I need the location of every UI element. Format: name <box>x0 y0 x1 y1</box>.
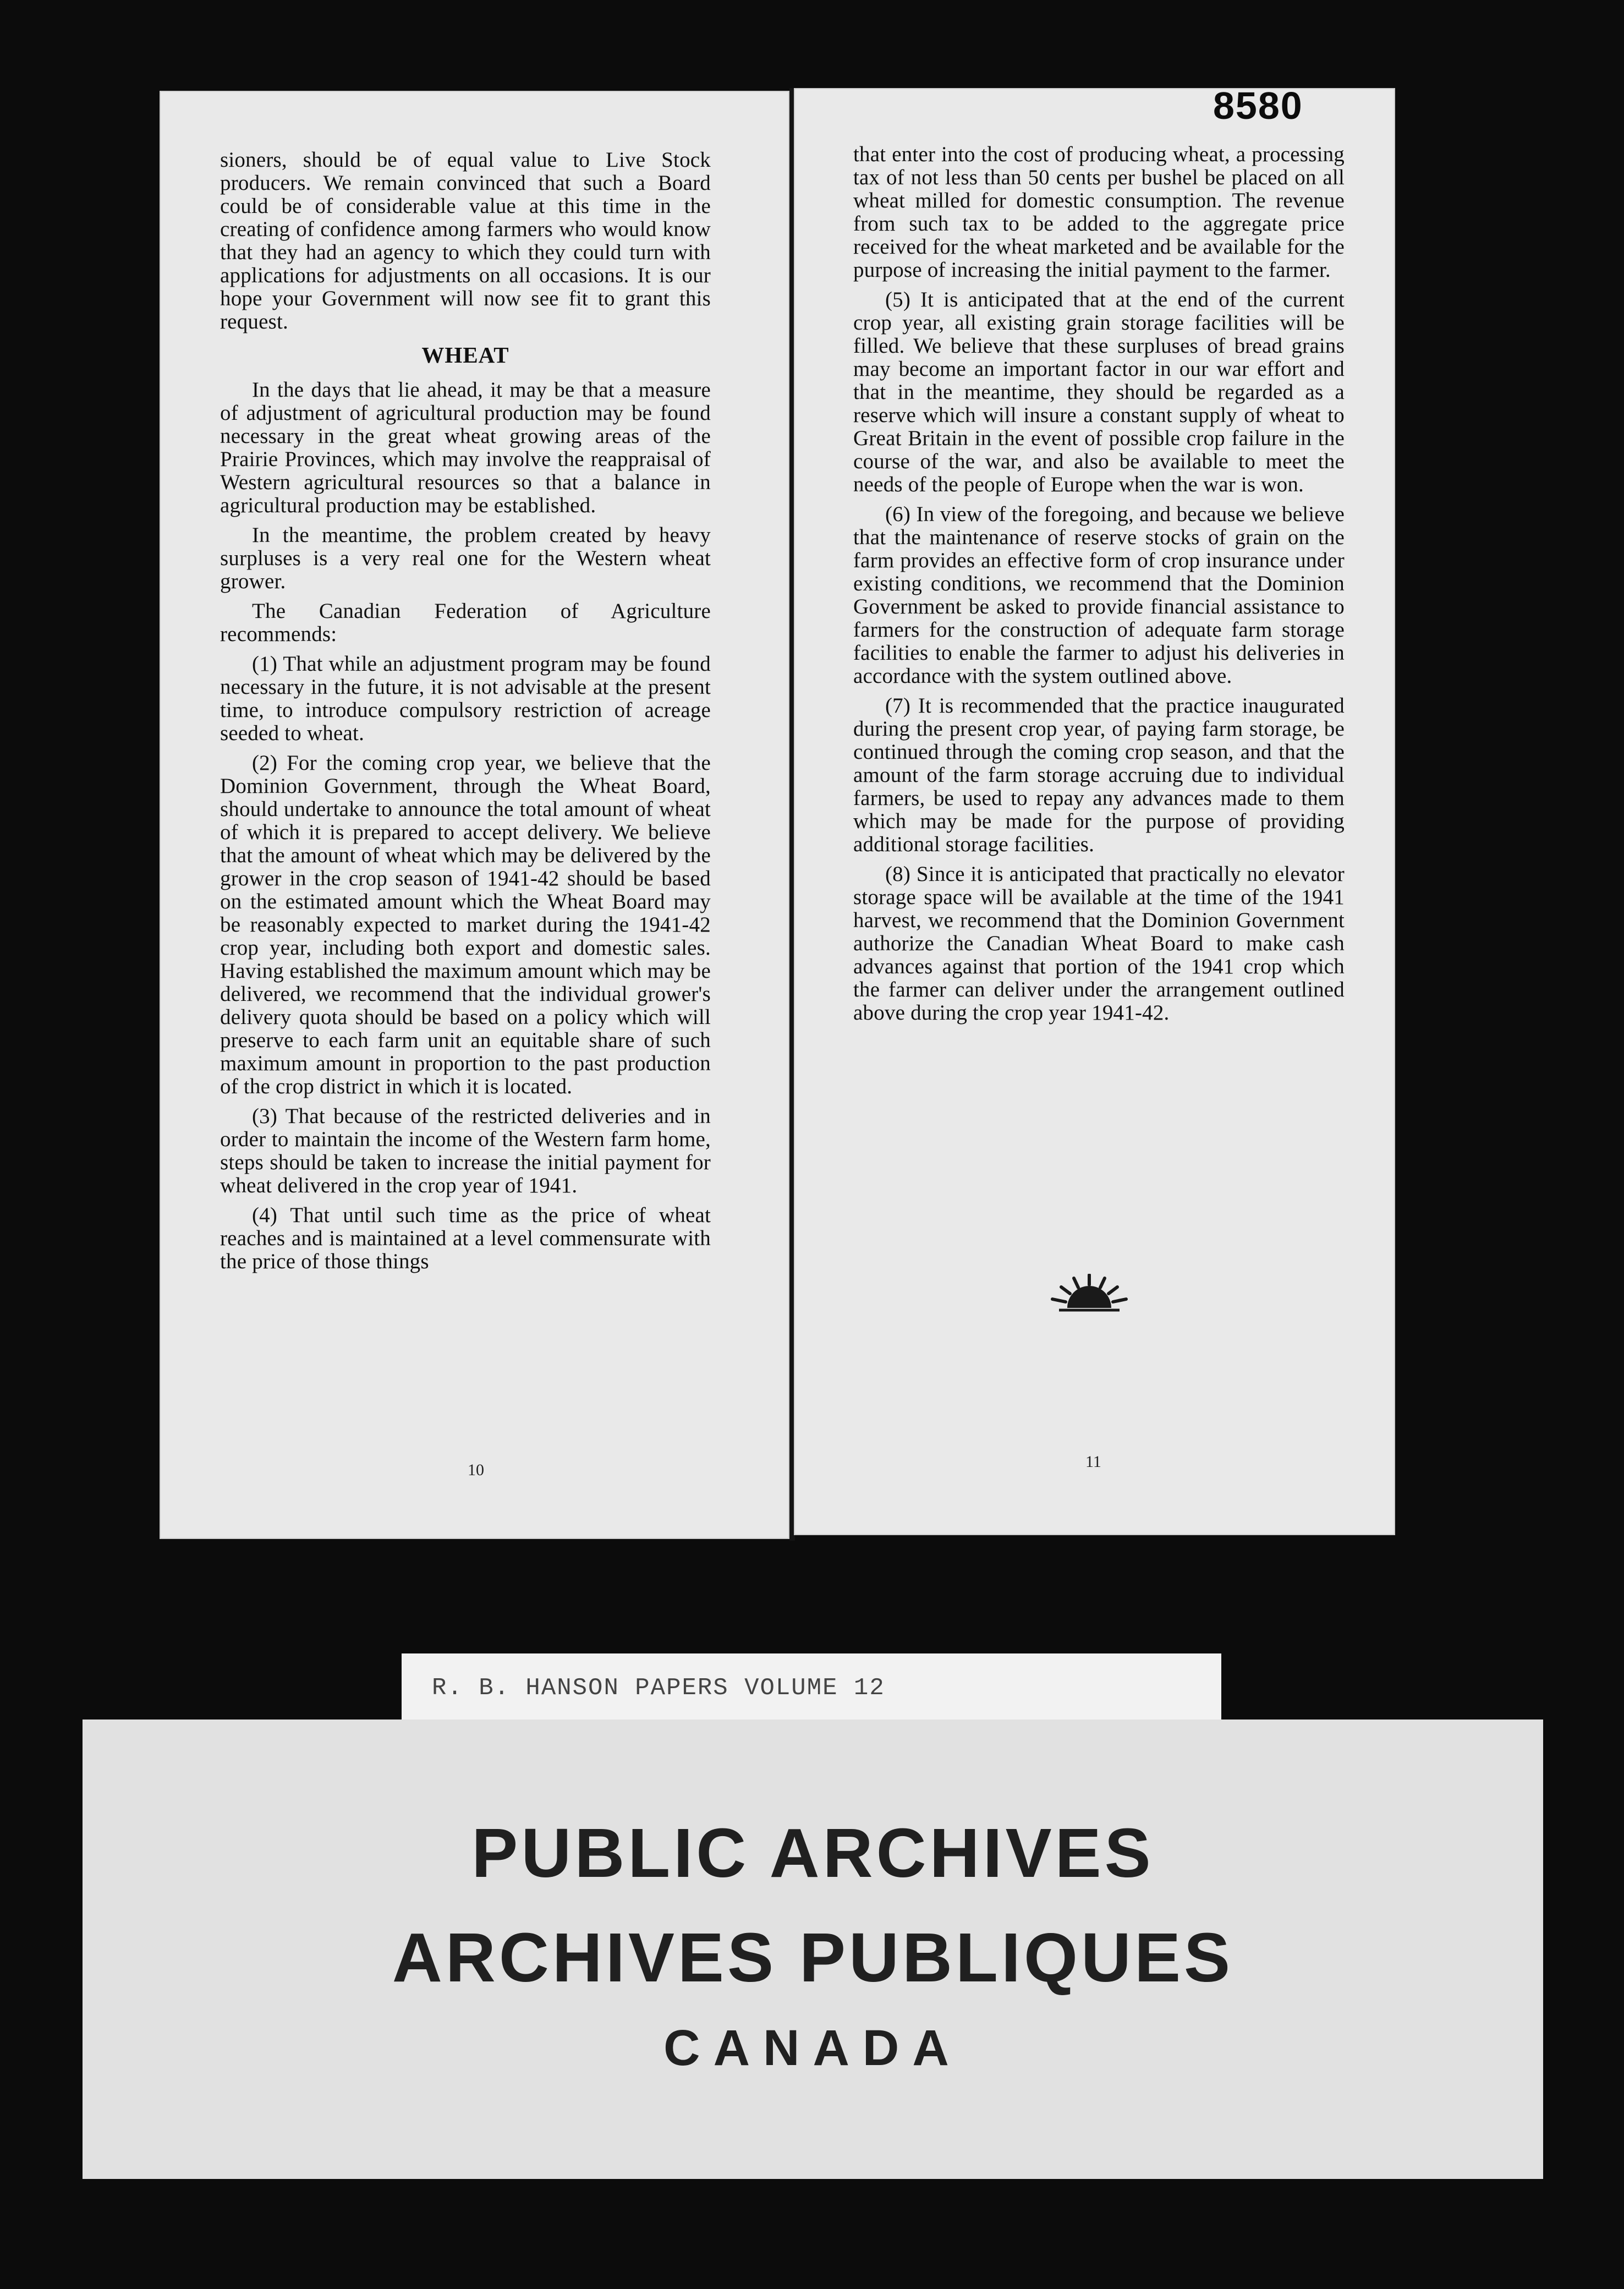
paragraph: (7) It is recommended that the practice inaugurated during the present crop year, of paying farm storage, be continued through the coming crop season, and that the amount of the farm storage accruing due to individual farmers, be used to repay any advances made to them which may be made for the purpose of providing additional storage facilities. <box>853 694 1345 856</box>
document-number-stamp: 8580 <box>1213 84 1303 127</box>
section-heading: WHEAT <box>421 342 509 368</box>
paragraph: (3) That because of the restricted deliveries and in order to maintain the income of the Western farm home, steps should be taken to increase the initial payment for wheat delivered in the crop year of 1941. <box>220 1104 711 1197</box>
paragraph: (4) That until such time as the price of wheat reaches and is maintained at a level commensurate with the price of those things <box>220 1203 711 1273</box>
paragraph: In the meantime, the problem created by heavy surpluses is a very real one for the Western wheat grower. <box>220 523 711 593</box>
rising-sun-ornament-icon <box>1048 1274 1131 1318</box>
volume-label <box>402 1653 1221 1722</box>
left-page <box>160 91 789 1539</box>
left-page-text <box>220 149 711 1280</box>
paragraph: sioners, should be of equal value to Live Stock producers. We remain convinced that such a Board could be of considerable value at this time in the creating of confidence among farmers who would know that they had an agency to which they could turn with applications for adjustments on all occasions. It is our hope your Government will now see fit to grant this request. <box>220 148 711 333</box>
paragraph: (6) In view of the foregoing, and because we believe that the maintenance of reserve stocks of grain on the farm provides an effective form of crop insurance under existing conditions, we recommend that the Dominion Government be asked to provide financial assistance to farmers for the construction of adequate farm storage facilities to enable the farmer to adjust his deliveries in accordance with the system outlined above. <box>853 502 1345 688</box>
paragraph: (1) That while an adjustment program may be found necessary in the future, it is not advisable at the present time, to introduce compulsory restriction of acreage seeded to wheat. <box>220 652 711 745</box>
archive-country: CANADA <box>663 2020 962 2076</box>
paragraph: (8) Since it is anticipated that practically no elevator storage space will be available at the time of the 1941 harvest, we recommend that the Dominion Government authorize the Canadian Wheat Board to make cash advances against that portion of the 1941 crop which the farmer can deliver under the arrangement outlined above during the crop year 1941-42. <box>853 862 1345 1025</box>
volume-label-text: R. B. HANSON PAPERS VOLUME 12 <box>432 1674 885 1702</box>
paragraph: that enter into the cost of producing wheat, a processing tax of not less than 50 cents per bushel be placed on all wheat milled for domestic consumption. The revenue from such tax to be added to the aggregate price received for the wheat marketed and be available for the purpose of increasing the initial payment to the farmer. <box>853 143 1345 282</box>
archive-title-french: ARCHIVES PUBLIQUES <box>392 1919 1234 1996</box>
paragraph: In the days that lie ahead, it may be that a measure of adjustment of agricultural production may be found necessary in the great wheat growing areas of the Prairie Provinces, which may involve the reappraisal of Western agricultural resources so that a balance in agricultural production may be established. <box>220 378 711 517</box>
right-page <box>794 88 1395 1535</box>
archive-card <box>83 1720 1543 2179</box>
right-page-text <box>853 143 1345 1031</box>
paragraph: (2) For the coming crop year, we believe that the Dominion Government, through the Wheat Board, should undertake to announce the total amount of wheat of which it is prepared to accept delivery. We believe that the amount of wheat which may be delivered by the grower in the crop season of 1941-42 should be based on the estimated amount which the Wheat Board may be reasonably expected to market during the 1941-42 crop year, including both export and domestic sales. Having established the maximum amount which may be delivered, we recommend that the individual grower's delivery quota should be based on a policy which will preserve to each farm unit an equitable share of such maximum amount in proportion to the past production of the crop district in which it is located. <box>220 751 711 1098</box>
right-page-number: 11 <box>1085 1453 1101 1471</box>
archive-title-english: PUBLIC ARCHIVES <box>471 1814 1154 1892</box>
paragraph: The Canadian Federation of Agriculture recommends: <box>220 599 711 646</box>
paragraph: (5) It is anticipated that at the end of the current crop year, all existing grain storage facilities will be filled. We believe that these surpluses of bread grains may become an important factor in our war effort and that in the meantime, they should be regarded as a reserve which will insure a constant supply of wheat to Great Britain in the event of possible crop failure in the course of the war, and also be available to meet the needs of the people of Europe when the war is won. <box>853 288 1345 496</box>
left-page-number: 10 <box>468 1461 484 1479</box>
